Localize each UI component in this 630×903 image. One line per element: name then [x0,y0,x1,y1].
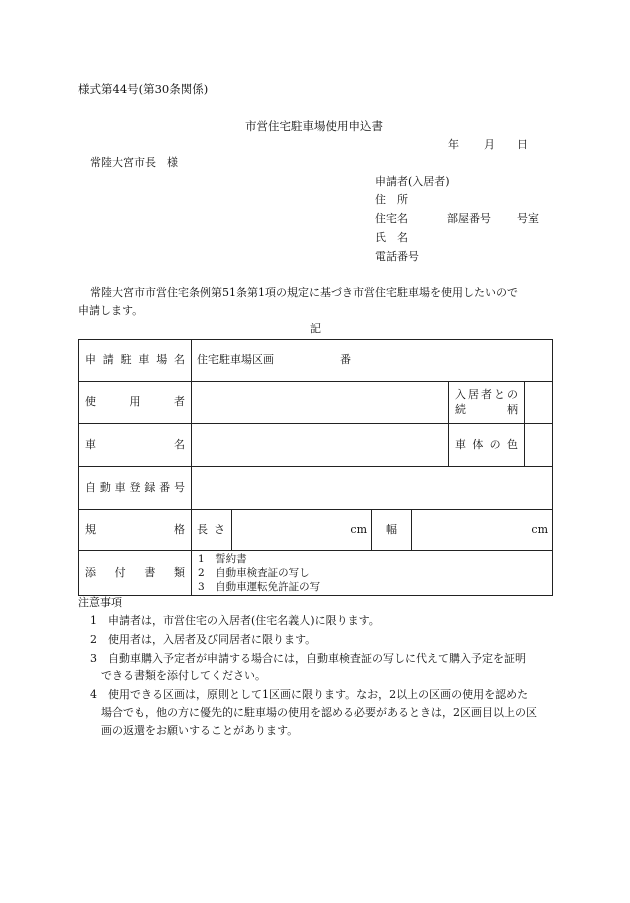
table-row-registration [79,466,552,509]
note-4-line2: 場合でも，他の方に優先的に駐車場の使用を認める必要があるときは，2区画目以上の区 [101,706,537,719]
registration-number-label: 自 動 車 登 録 番 号 [85,480,185,494]
relation-input-cell[interactable] [524,382,552,423]
table-row-size [79,509,552,550]
width-input-cell[interactable] [411,510,552,550]
registration-number-input-cell[interactable] [191,467,552,509]
parking-suffix: 番 [340,353,351,367]
length-label-cell [191,510,231,550]
table-row-user [79,381,552,423]
width-label: 幅 [371,510,411,550]
length-input-cell[interactable] [231,510,371,550]
parking-label: 申 請 駐 車 場 名 [85,353,185,367]
length-label: 長 さ [197,522,225,536]
user-input-cell[interactable] [191,382,448,423]
form-number: 様式第44号(第30条関係) [78,82,209,96]
request-text-line2: 申請します。 [78,304,144,317]
table-row-car [79,423,552,466]
phone-label: 電話番号 [375,250,419,263]
note-2: 2 使用者は，入居者及び同居者に限ります。 [90,633,317,646]
note-4-line1: 4 使用できる区画は，原則として1区画に限ります。なお，2以上の区画の使用を認めた [90,688,529,701]
applicant-heading: 申請者(入居者) [375,175,450,188]
request-text-line1: 常陸大宮市市営住宅条例第51条第1項の規定に基づき市営住宅駐車場を使用したいので [90,286,518,299]
name-label: 氏 名 [375,231,408,244]
attachments-label: 添 付 書 類 [85,565,185,579]
note-1: 1 申請者は，市営住宅の入居者(住宅名義人)に限ります。 [90,614,380,627]
size-label: 規 格 [85,522,185,536]
car-name-label: 車 名 [85,437,185,451]
relation-label-line2: 続 柄 [455,402,518,416]
notes-heading: 注意事項 [78,596,122,609]
car-color-label [448,424,524,466]
car-color-label-text: 車 体 の 色 [455,437,518,451]
date-month-label: 月 [484,138,495,151]
table-row-parking [79,340,552,381]
relation-label-line1: 入 居 者 と の [455,388,518,402]
ki-heading: 記 [310,322,321,335]
note-3-line2: できる書類を添付してください。 [101,669,266,682]
housing-name-label: 住宅名 [375,212,408,225]
attachments-list [191,551,552,595]
application-table [78,339,553,596]
room-number-label: 部屋番号 [447,212,491,225]
room-suffix: 号室 [517,212,539,225]
user-label: 使 用 者 [85,395,185,409]
date-year-label: 年 [448,138,459,151]
car-name-input-cell[interactable] [191,424,448,466]
car-color-input-cell[interactable] [524,424,552,466]
parking-value: 住宅駐車場区画 [197,353,274,367]
relation-label [448,382,524,423]
attachment-item: 3 自動車運転免許証の写 [198,581,321,594]
attachment-item: 1 誓約書 [198,552,247,565]
note-4-line3: 画の返還をお願いすることがあります。 [101,724,299,737]
table-row-attachments [79,550,552,595]
note-3-line1: 3 自動車購入予定者が申請する場合には，自動車検査証の写しに代えて購入予定を証明 [90,652,526,665]
parking-value-cell[interactable] [191,340,552,381]
date-day-label: 日 [517,138,528,151]
address-label: 住 所 [375,193,408,206]
width-unit: cm [531,522,548,536]
addressee: 常陸大宮市長 様 [90,156,178,169]
length-unit: cm [350,522,367,536]
form-title: 市営住宅駐車場使用申込書 [245,119,383,133]
attachment-item: 2 自動車検査証の写し [198,566,310,579]
